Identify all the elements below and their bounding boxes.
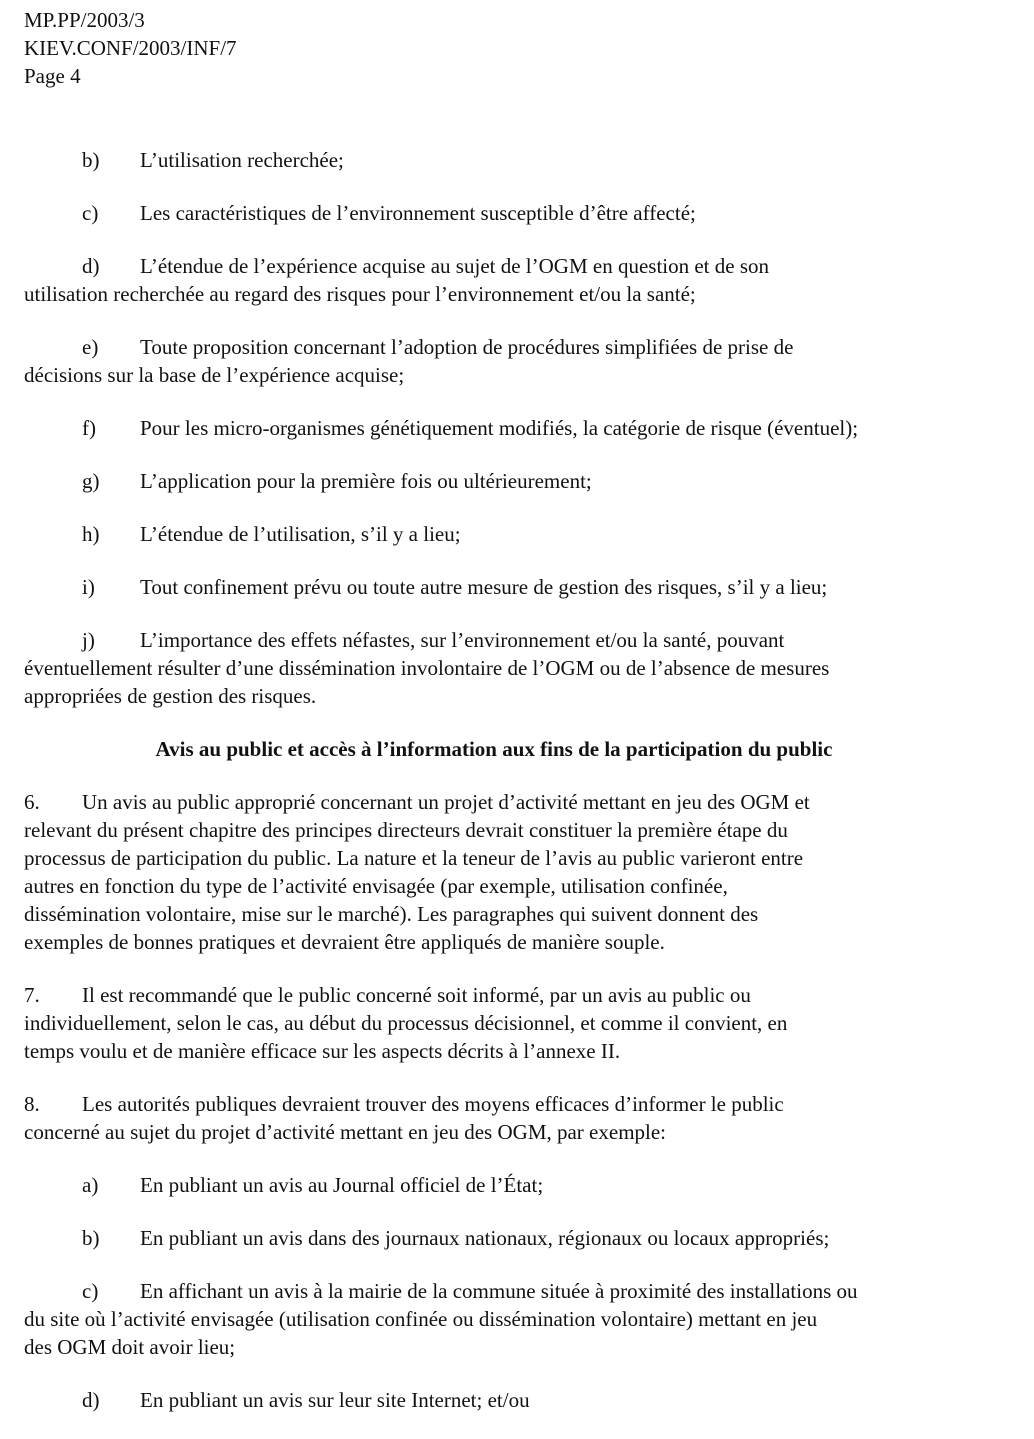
line-text: L’importance des effets néfastes, sur l’environnement et/ou la santé, pouvant: [140, 628, 785, 652]
line-text: dissémination volontaire, mise sur le marché). Les paragraphes qui suivent donnent des: [24, 902, 759, 926]
line-text: L’étendue de l’expérience acquise au sujet de l’OGM en question et de son: [140, 254, 770, 278]
text-line: [24, 1386, 1014, 1414]
text-line: [24, 280, 1014, 308]
criteria-list: [24, 146, 1014, 710]
item-label: e): [82, 335, 99, 359]
list-item: [24, 414, 1014, 442]
text-line: [24, 1277, 1014, 1305]
item-label: c): [82, 201, 99, 225]
item-label: 6.: [24, 790, 40, 814]
line-text: L’étendue de l’utilisation, s’il y a lieu;: [140, 522, 461, 546]
item-label: c): [82, 1279, 99, 1303]
line-text: En affichant un avis à la mairie de la commune située à proximité des installations ou: [140, 1279, 858, 1303]
line-text: L’application pour la première fois ou ultérieurement;: [140, 469, 592, 493]
line-text: Toute proposition concernant l’adoption de procédures simplifiées de prise de: [140, 335, 794, 359]
line-text: du site où l’activité envisagée (utilisation confinée ou dissémination volontaire) mettant en jeu: [24, 1307, 818, 1331]
text-line: [24, 872, 1014, 900]
text-line: [24, 1009, 1014, 1037]
line-text: exemples de bonnes pratiques et devraient être appliqués de manière souple.: [24, 930, 665, 954]
list-item: [24, 146, 1014, 174]
line-text: des OGM doit avoir lieu;: [24, 1335, 236, 1359]
list-item: [24, 252, 1014, 308]
line-text: Il est recommandé que le public concerné soit informé, par un avis au public ou: [82, 983, 751, 1007]
list-item: [24, 333, 1014, 389]
text-line: [24, 816, 1014, 844]
list-item: [24, 1224, 1014, 1252]
numbered-paragraph: [24, 788, 1014, 956]
text-line: [24, 199, 1014, 227]
line-text: L’utilisation recherchée;: [140, 148, 344, 172]
text-line: [24, 146, 1014, 174]
item-label: b): [82, 148, 100, 172]
line-text: Tout confinement prévu ou toute autre mesure de gestion des risques, s’il y a lieu;: [140, 575, 828, 599]
line-text: En publiant un avis dans des journaux nationaux, régionaux ou locaux appropriés;: [140, 1226, 830, 1250]
list-item: [24, 1277, 1014, 1361]
numbered-paragraph: [24, 1090, 1014, 1146]
text-line: [24, 654, 1014, 682]
text-line: [24, 1037, 1014, 1065]
line-text: individuellement, selon le cas, au début du processus décisionnel, et comme il convient, en: [24, 1011, 788, 1035]
list-item: [24, 626, 1014, 710]
line-text: concerné au sujet du projet d’activité mettant en jeu des OGM, par exemple:: [24, 1120, 667, 1144]
text-line: [24, 414, 1014, 442]
item-label: b): [82, 1226, 100, 1250]
text-line: [24, 467, 1014, 495]
document-header: [24, 6, 1014, 90]
page-number: Page 4: [24, 64, 81, 88]
list-item: [24, 520, 1014, 548]
text-line: [24, 928, 1014, 956]
item-label: f): [82, 416, 96, 440]
line-text: autres en fonction du type de l’activité envisagée (par exemple, utilisation confinée,: [24, 874, 728, 898]
document-page: [24, 6, 1014, 1439]
item-label: d): [82, 1388, 100, 1412]
conference-symbol: KIEV.CONF/2003/INF/7: [24, 36, 237, 60]
text-line: [24, 1171, 1014, 1199]
list-item: [24, 573, 1014, 601]
text-line: [24, 1224, 1014, 1252]
text-line: [24, 981, 1014, 1009]
line-text: Pour les micro-organismes génétiquement modifiés, la catégorie de risque (éventuel);: [140, 416, 859, 440]
line-text: En publiant un avis sur leur site Internet; et/ou: [140, 1388, 530, 1412]
text-line: [24, 682, 1014, 710]
line-text: Les caractéristiques de l’environnement susceptible d’être affecté;: [140, 201, 696, 225]
item-label: j): [82, 628, 95, 652]
text-line: [24, 1090, 1014, 1118]
text-line: [24, 844, 1014, 872]
text-line: [24, 1118, 1014, 1146]
text-line: [24, 1333, 1014, 1361]
text-line: [24, 788, 1014, 816]
text-line: [24, 333, 1014, 361]
line-text: processus de participation du public. La nature et la teneur de l’avis au public varieront entre: [24, 846, 804, 870]
text-line: [24, 626, 1014, 654]
item-label: d): [82, 254, 100, 278]
numbered-paragraphs: [24, 788, 1014, 1146]
line-text: Un avis au public approprié concernant un projet d’activité mettant en jeu des OGM et: [82, 790, 810, 814]
item-label: i): [82, 575, 95, 599]
line-text: décisions sur la base de l’expérience acquise;: [24, 363, 405, 387]
item-label: 7.: [24, 983, 40, 1007]
document-symbol: MP.PP/2003/3: [24, 8, 145, 32]
notification-methods-list: [24, 1171, 1014, 1414]
numbered-paragraph: [24, 981, 1014, 1065]
section-heading: Avis au public et accès à l’information aux fins de la participation du public: [155, 737, 833, 761]
text-line: [24, 573, 1014, 601]
list-item: [24, 1171, 1014, 1199]
line-text: relevant du présent chapitre des principes directeurs devrait constituer la première étape du: [24, 818, 788, 842]
text-line: [24, 361, 1014, 389]
item-label: a): [82, 1173, 99, 1197]
list-item: [24, 199, 1014, 227]
line-text: éventuellement résulter d’une dissémination involontaire de l’OGM ou de l’absence de mesures: [24, 656, 830, 680]
text-line: [24, 520, 1014, 548]
line-text: appropriées de gestion des risques.: [24, 684, 317, 708]
line-text: utilisation recherchée au regard des risques pour l’environnement et/ou la santé;: [24, 282, 696, 306]
item-label: g): [82, 469, 100, 493]
text-line: [24, 1305, 1014, 1333]
line-text: temps voulu et de manière efficace sur les aspects décrits à l’annexe II.: [24, 1039, 621, 1063]
item-label: h): [82, 522, 100, 546]
text-line: [24, 900, 1014, 928]
list-item: [24, 1386, 1014, 1414]
item-label: 8.: [24, 1092, 40, 1116]
list-item: [24, 467, 1014, 495]
text-line: [24, 252, 1014, 280]
line-text: En publiant un avis au Journal officiel de l’État;: [140, 1173, 544, 1197]
line-text: Les autorités publiques devraient trouver des moyens efficaces d’informer le public: [82, 1092, 784, 1116]
